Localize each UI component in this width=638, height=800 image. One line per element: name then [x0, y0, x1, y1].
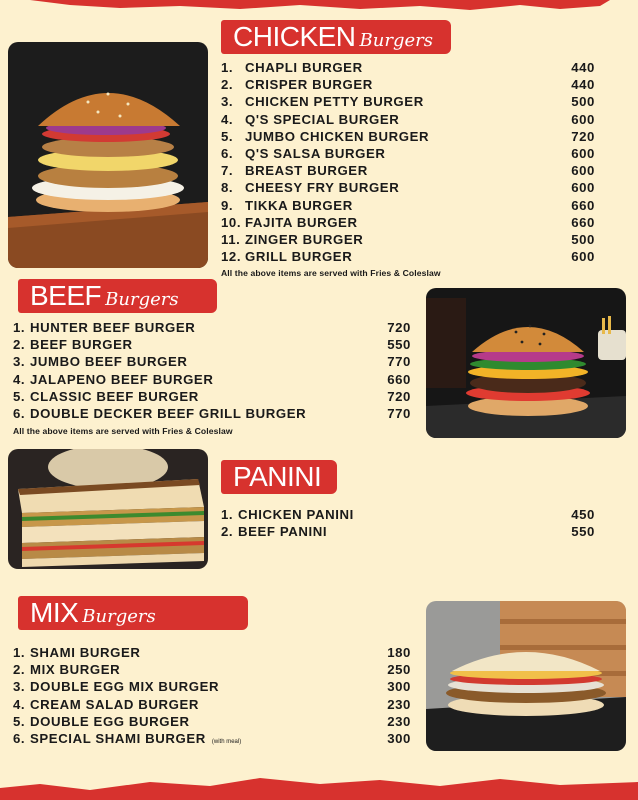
item-price: 720	[387, 320, 411, 335]
item-price: 500	[571, 231, 595, 247]
list-item: 4. JALAPENO BEEF BURGER 660	[13, 371, 411, 387]
item-name: SPECIAL SHAMI BURGER	[30, 730, 206, 746]
mix-menu-list	[13, 645, 411, 748]
beef-subtitle: Burgers	[105, 288, 179, 310]
item-price: 660	[571, 197, 595, 213]
item-name: HUNTER BEEF BURGER	[30, 320, 196, 335]
item-name: BEEF PANINI	[238, 524, 328, 540]
list-item: 6. SPECIAL SHAMI BURGER (with meal) 300	[13, 730, 411, 746]
beef-menu-list	[13, 320, 411, 423]
list-item: 3. DOUBLE EGG MIX BURGER 300	[13, 679, 411, 695]
list-item: 1. HUNTER BEEF BURGER 720	[13, 320, 411, 335]
list-item: 4. Q'S SPECIAL BURGER 600	[221, 111, 595, 127]
list-item: 11. ZINGER BURGER 500	[221, 231, 595, 247]
top-brush-decoration	[0, 0, 638, 14]
item-price: 660	[571, 214, 595, 230]
item-price: 600	[571, 180, 595, 196]
item-name: Q'S SPECIAL BURGER	[245, 111, 400, 127]
mix-title: MIX	[30, 597, 79, 628]
panini-section-header	[221, 460, 337, 494]
item-name: MIX BURGER	[30, 662, 121, 678]
mix-subtitle: Burgers	[82, 605, 156, 627]
list-item: 2. BEEF PANINI 550	[221, 524, 595, 540]
item-price: 440	[571, 77, 595, 93]
list-item: 10. FAJITA BURGER 660	[221, 214, 595, 230]
chicken-section-header	[221, 20, 451, 54]
item-name: CREAM SALAD BURGER	[30, 696, 200, 712]
item-name: CHEESY FRY BURGER	[245, 180, 400, 196]
list-item: 1. CHAPLI BURGER 440	[221, 60, 595, 75]
item-price: 600	[571, 249, 595, 265]
bottom-brush-decoration	[0, 774, 638, 800]
item-price: 770	[387, 405, 411, 421]
chicken-title: CHICKEN	[233, 21, 356, 52]
item-name: JUMBO BEEF BURGER	[30, 354, 188, 370]
list-item: 5. DOUBLE EGG BURGER 230	[13, 713, 411, 729]
list-item: 7. BREAST BURGER 600	[221, 163, 595, 179]
item-price: 300	[387, 679, 411, 695]
list-item: 1. CHICKEN PANINI 450	[221, 507, 595, 522]
item-price: 600	[571, 163, 595, 179]
item-price: 770	[387, 354, 411, 370]
item-price: 600	[571, 111, 595, 127]
list-item: 1. SHAMI BURGER 180	[13, 645, 411, 660]
item-price: 600	[571, 145, 595, 161]
list-item: 6. DOUBLE DECKER BEEF GRILL BURGER 770	[13, 405, 411, 421]
item-price: 550	[387, 337, 411, 353]
item-note: (with meal)	[211, 738, 242, 745]
item-price: 180	[387, 645, 411, 660]
list-item: 2. BEEF BURGER 550	[13, 337, 411, 353]
item-price: 660	[387, 371, 411, 387]
item-price: 230	[387, 696, 411, 712]
item-name: JUMBO CHICKEN BURGER	[245, 128, 430, 144]
item-name: CLASSIC BEEF BURGER	[30, 388, 199, 404]
panini-photo	[8, 449, 208, 569]
item-price: 250	[387, 662, 411, 678]
chicken-subtitle: Burgers	[359, 29, 433, 51]
item-name: GRILL BURGER	[245, 249, 353, 265]
item-price: 450	[571, 507, 595, 522]
item-name: CHICKEN PANINI	[238, 507, 354, 522]
item-name: Q'S SALSA BURGER	[245, 145, 386, 161]
item-name: SHAMI BURGER	[30, 645, 141, 660]
list-item: 4. CREAM SALAD BURGER 230	[13, 696, 411, 712]
beef-section-header	[18, 279, 217, 313]
list-item: 3. JUMBO BEEF BURGER 770	[13, 354, 411, 370]
chicken-menu-list	[221, 60, 595, 266]
list-item: 6. Q'S SALSA BURGER 600	[221, 145, 595, 161]
list-item: 2. CRISPER BURGER 440	[221, 77, 595, 93]
item-name: BREAST BURGER	[245, 163, 368, 179]
list-item: 12. GRILL BURGER 600	[221, 249, 595, 265]
list-item: 3. CHICKEN PETTY BURGER 500	[221, 94, 595, 110]
item-name: DOUBLE DECKER BEEF GRILL BURGER	[30, 405, 307, 421]
mix-burger-photo	[426, 601, 626, 751]
item-name: CHICKEN PETTY BURGER	[245, 94, 424, 110]
item-price: 300	[387, 730, 411, 746]
list-item: 5. CLASSIC BEEF BURGER 720	[13, 388, 411, 404]
item-price: 720	[571, 128, 595, 144]
item-price: 230	[387, 713, 411, 729]
item-name: BEEF BURGER	[30, 337, 133, 353]
list-item: 5. JUMBO CHICKEN BURGER 720	[221, 128, 595, 144]
item-name: DOUBLE EGG BURGER	[30, 713, 190, 729]
list-item: 9. TIKKA BURGER 660	[221, 197, 595, 213]
panini-menu-list	[221, 507, 595, 541]
item-name: CHAPLI BURGER	[245, 60, 363, 75]
item-name: CRISPER BURGER	[245, 77, 373, 93]
chicken-burger-photo	[8, 42, 208, 268]
item-name: DOUBLE EGG MIX BURGER	[30, 679, 220, 695]
beef-title: BEEF	[30, 280, 102, 311]
list-item: 8. CHEESY FRY BURGER 600	[221, 180, 595, 196]
item-price: 500	[571, 94, 595, 110]
chicken-footnote: All the above items are served with Fries & Coleslaw	[221, 268, 441, 278]
item-name: FAJITA BURGER	[245, 214, 358, 230]
beef-burger-photo	[426, 288, 626, 438]
item-name: TIKKA BURGER	[245, 197, 353, 213]
list-item: 2. MIX BURGER 250	[13, 662, 411, 678]
item-price: 440	[571, 60, 595, 75]
item-price: 720	[387, 388, 411, 404]
mix-section-header	[18, 596, 248, 630]
beef-footnote: All the above items are served with Fries & Coleslaw	[13, 426, 233, 436]
item-name: ZINGER BURGER	[245, 231, 364, 247]
item-price: 550	[571, 524, 595, 540]
panini-title: PANINI	[233, 461, 322, 492]
item-name: JALAPENO BEEF BURGER	[30, 371, 214, 387]
